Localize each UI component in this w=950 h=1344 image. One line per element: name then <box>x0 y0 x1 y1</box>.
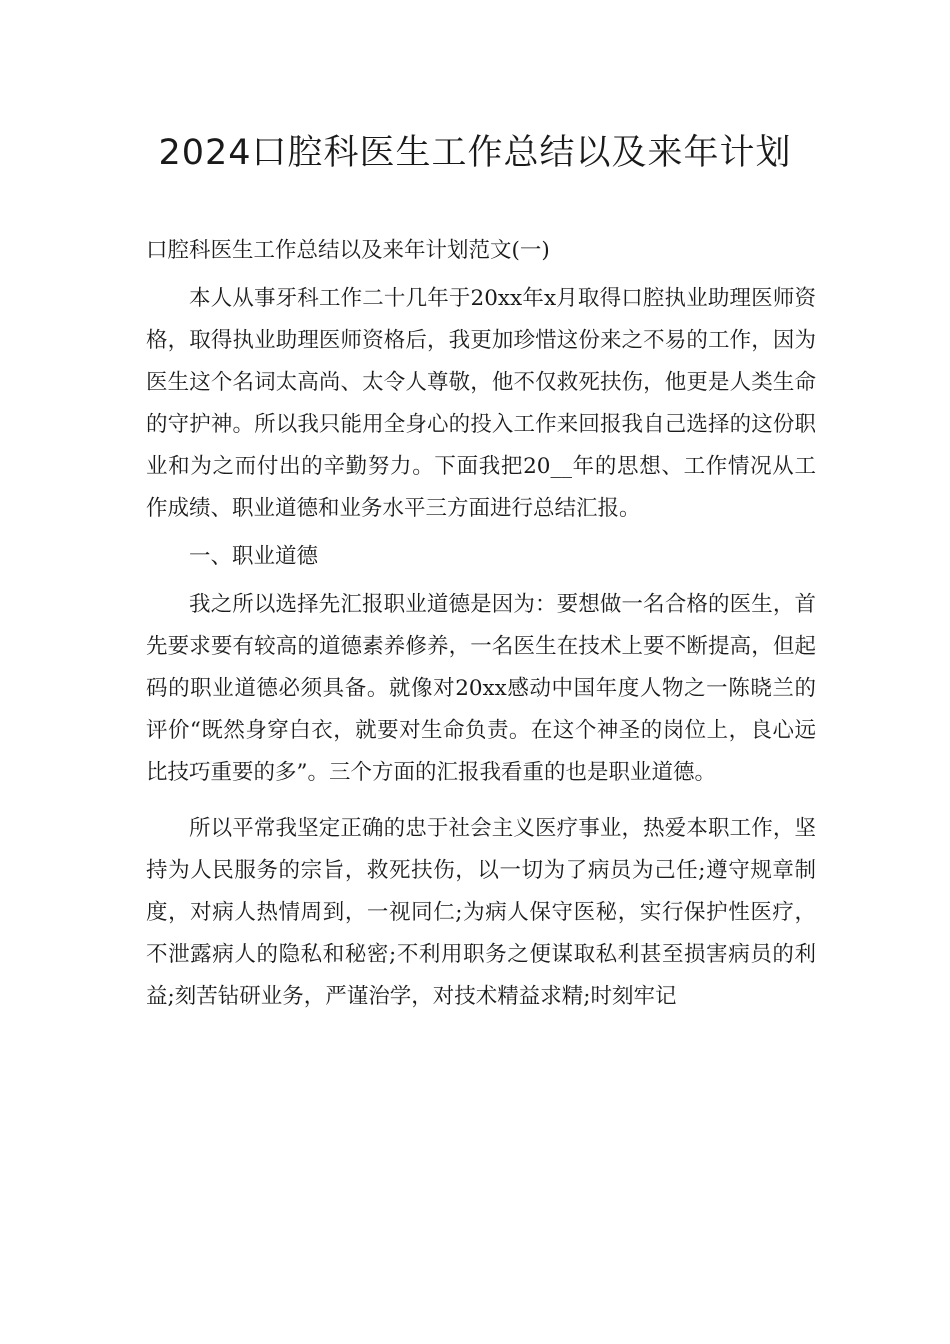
document-subtitle: 口腔科医生工作总结以及来年计划范文(一) <box>146 238 550 263</box>
paragraph-intro: 本人从事牙科工作二十几年于20xx年x月取得口腔执业助理医师资格，取得执业助理医师资格后，我更加珍惜这份来之不易的工作，因为医生这个名词太高尚、太令人尊敬，他不仅救死扶伤，他更是人类生命的守护神。所以我只能用全身心的投入工作来回报我自己选择的这份职业和为之而付出的辛勤努力。下面我把20__年的思想、工作情况从工作成绩、职业道德和业务水平三方面进行总结汇报。 <box>146 286 816 521</box>
paragraph-conduct: 所以平常我坚定正确的忠于社会主义医疗事业，热爱本职工作，坚持为人民服务的宗旨，救死扶伤，以一切为了病员为己任;遵守规章制度，对病人热情周到，一视同仁;为病人保守医秘，实行保护性医疗，不泄露病人的隐私和秘密;不利用职务之便谋取私利甚至损害病员的利益;刻苦钻研业务，严谨治学，对技术精益求精;时刻牢记 <box>146 816 816 1009</box>
document-title: 2024口腔科医生工作总结以及来年计划 <box>158 133 792 173</box>
document-body <box>146 230 816 1018</box>
paragraph-ethics: 我之所以选择先汇报职业道德是因为：要想做一名合格的医生，首先要求要有较高的道德素养修养，一名医生在技术上要不断提高，但起码的职业道德必须具备。就像对20xx感动中国年度人物之一陈晓兰的评价“既然身穿白衣，就要对生命负责。在这个神圣的岗位上，良心远比技巧重要的多”。三个方面的汇报我看重的也是职业道德。 <box>146 592 816 785</box>
section-heading-professional-ethics: 一、职业道德 <box>189 544 319 569</box>
